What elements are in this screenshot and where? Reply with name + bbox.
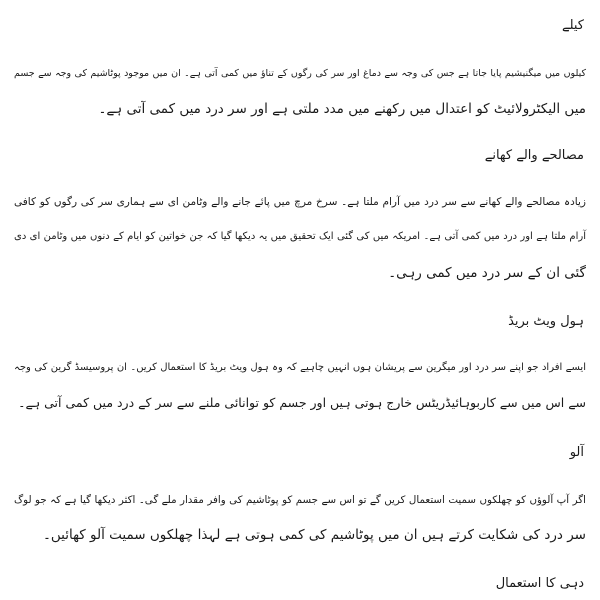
paragraph-line: زیادہ مصالحے والے کھانے سے سر درد میں آرام ملتا ہے۔ سرخ مرچ میں پائے جانے والے وٹامن ای سے ہماری سر کی رگوں کو کافی <box>14 196 586 208</box>
paragraph-line: اگر آپ آلوؤں کو چھلکوں سمیت استعمال کریں گے تو اس سے جسم کو پوٹاشیم کی وافر مقدار ملے گی۔ اکثر دیکھا گیا ہے کہ جو لوگ <box>14 494 586 506</box>
paragraph-line: سے اس میں سے کاربوہائیڈریٹس خارج ہوتی ہیں اور جسم کو توانائی ملنے سے سر کے درد میں کمی آتی ہے۔ <box>18 395 586 410</box>
section-heading-bananas: کیلے <box>561 18 584 33</box>
paragraph-line: کیلوں میں میگنیشیم پایا جاتا ہے جس کی وجہ سے دماغ اور سر کی رگوں کے تناؤ میں کمی آتی ہے۔ ان میں موجود پوٹاشیم کی وجہ سے جسم <box>14 68 586 79</box>
paragraph-line: میں الیکٹرولائیٹ کو اعتدال میں رکھنے میں مدد ملتی ہے اور سر درد میں کمی آتی ہے۔ <box>98 101 586 117</box>
section-heading-potato: آلو <box>569 445 584 460</box>
paragraph-line: سر درد کی شکایت کرتے ہیں ان میں پوٹاشیم کی کمی ہوتی ہے لہذا چھلکوں سمیت آلو کھائیں۔ <box>42 527 586 543</box>
section-heading-yogurt: دہی کا استعمال <box>495 576 584 591</box>
paragraph-line: ایسے افراد جو اپنے سر درد اور میگرین سے پریشان ہوں انہیں چاہیے کہ وہ ہول ویٹ بریڈ کا استعمال کریں۔ ان پروسیسڈ گرین کی وجہ <box>14 362 586 373</box>
section-heading-spicy-food: مصالحے والے کھانے <box>484 148 584 163</box>
paragraph-line: آرام ملتا ہے اور درد میں کمی آتی ہے۔ امریکہ میں کی گئی ایک تحقیق میں یہ دیکھا گیا کہ جن خواتین کو ایام کے دنوں میں وٹامن ای دی <box>14 231 586 242</box>
section-heading-whole-wheat-bread: ہول ویٹ بریڈ <box>508 314 584 329</box>
paragraph-line: گئی ان کے سر درد میں کمی رہی۔ <box>388 265 586 281</box>
